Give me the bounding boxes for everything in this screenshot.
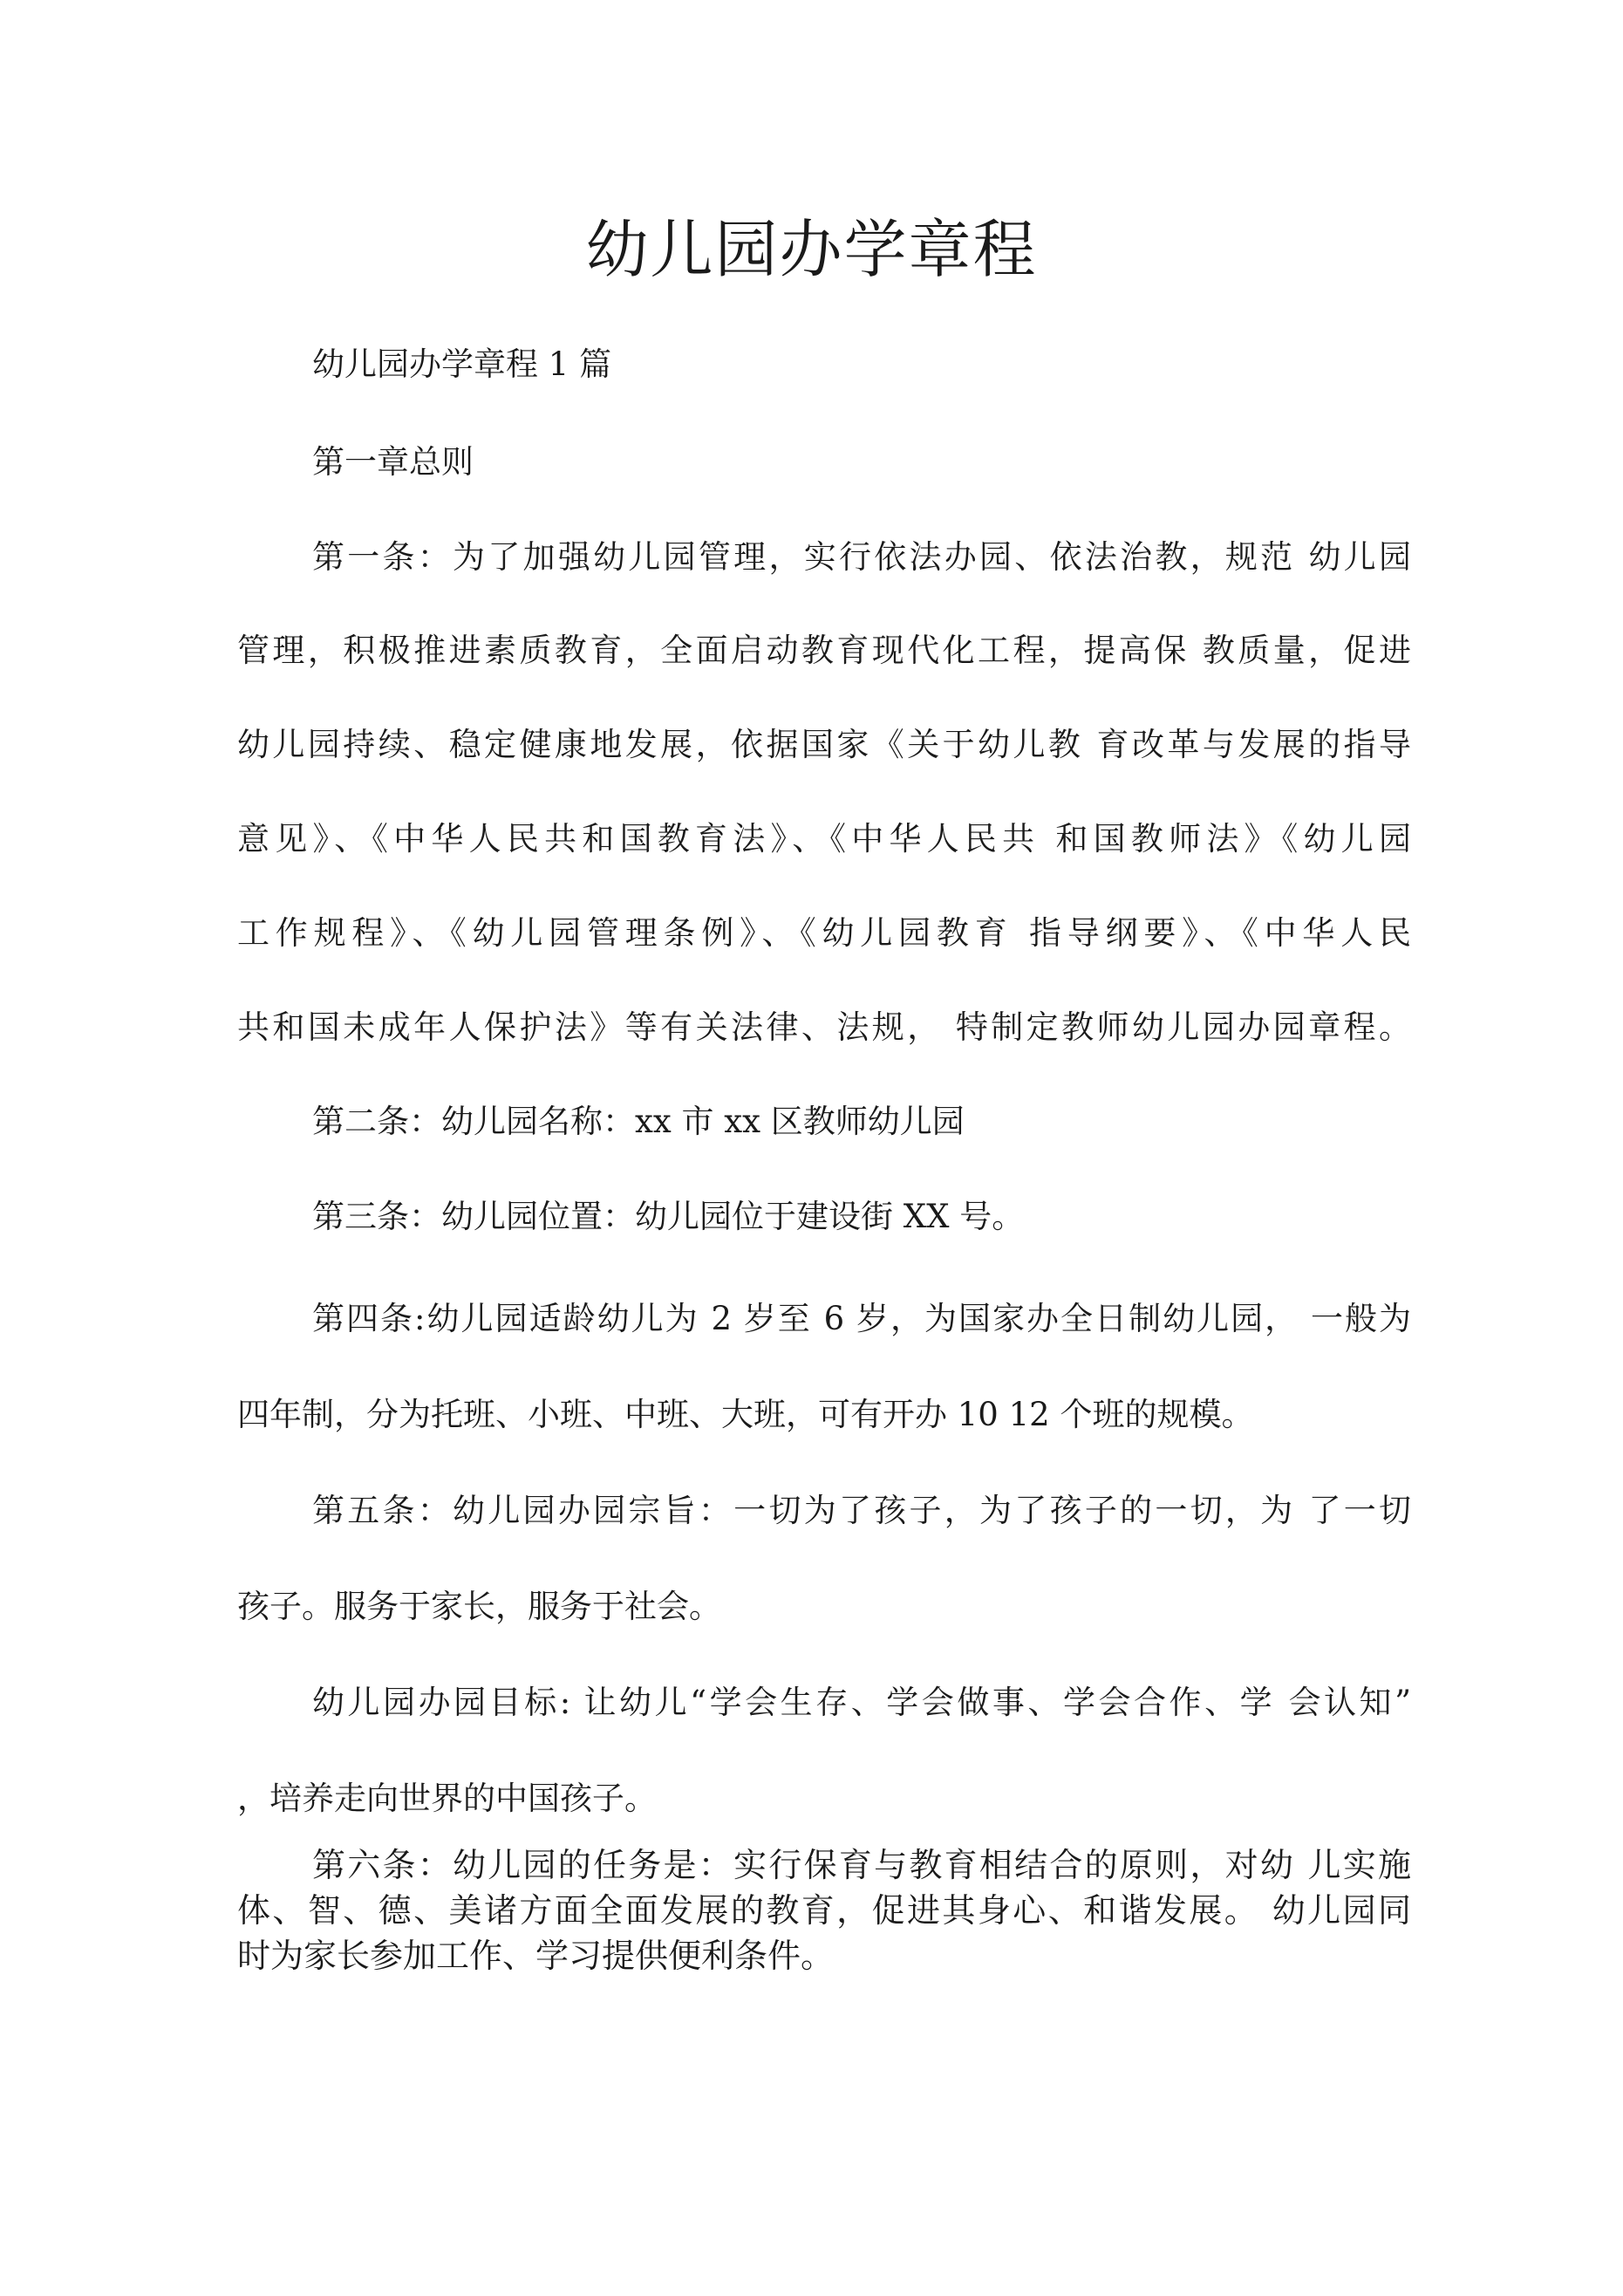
article2: 第二条：幼儿园名称：xx 市 xx 区教师幼儿园 [312,1103,965,1140]
article6-line-2: 体、智、德、美诸方面全面发展的教育，促进其身心、和谐发展。 幼儿园同 [237,1891,1411,1930]
article4-line-2: 四年制，分为托班、小班、中班、大班，可有开办 10 12 个班的规模。 [237,1396,1254,1433]
article1-line-3: 幼儿园持续、稳定健康地发展，依据国家《关于幼儿教 育改革与发展的指导 [237,726,1411,763]
article1-line-4: 意见》、《中华人民共和国教育法》、《中华人民共 和国教师法》《幼儿园 [237,820,1411,858]
document-title: 幼儿园办学章程 [585,213,1038,286]
article1-line-1: 第一条：为了加强幼儿园管理，实行依法办园、依法治教，规范 幼儿园 [312,538,1411,576]
article1-line-2: 管理，积极推进素质教育，全面启动教育现代化工程，提高保 教质量，促进 [237,632,1411,669]
article5-line-1: 第五条：幼儿园办园宗旨：一切为了孩子，为了孩子的一切，为 了一切 [312,1492,1411,1529]
article5-line-2: 孩子。服务于家长，服务于社会。 [237,1588,721,1625]
article1-line-6: 共和国未成年人保护法》等有关法律、法规， 特制定教师幼儿园办园章程。 [237,1008,1411,1046]
goal-line-1: 幼儿园办园目标: 让幼儿“学会生存、学会做事、学会合作、学 会认知” [312,1684,1411,1721]
article1-line-5: 工作规程》、《幼儿园管理条例》、《幼儿园教育 指导纲要》、《中华人民 [237,914,1411,952]
article6-line-1: 第六条：幼儿园的任务是：实行保育与教育相结合的原则，对幼 儿实施 [312,1846,1411,1884]
chapter-heading: 第一章总则 [312,443,474,481]
article3: 第三条：幼儿园位置：幼儿园位于建设街 XX 号。 [312,1198,1025,1235]
subtitle: 幼儿园办学章程 1 篇 [312,345,612,383]
article6-line-3: 时为家长参加工作、学习提供便利条件。 [237,1937,835,1975]
article4-line-1: 第四条:幼儿园适龄幼儿为 2 岁至 6 岁，为国家办全日制幼儿园， 一般为 [312,1300,1411,1337]
goal-line-2: ，培养走向世界的中国孩子。 [237,1780,657,1817]
